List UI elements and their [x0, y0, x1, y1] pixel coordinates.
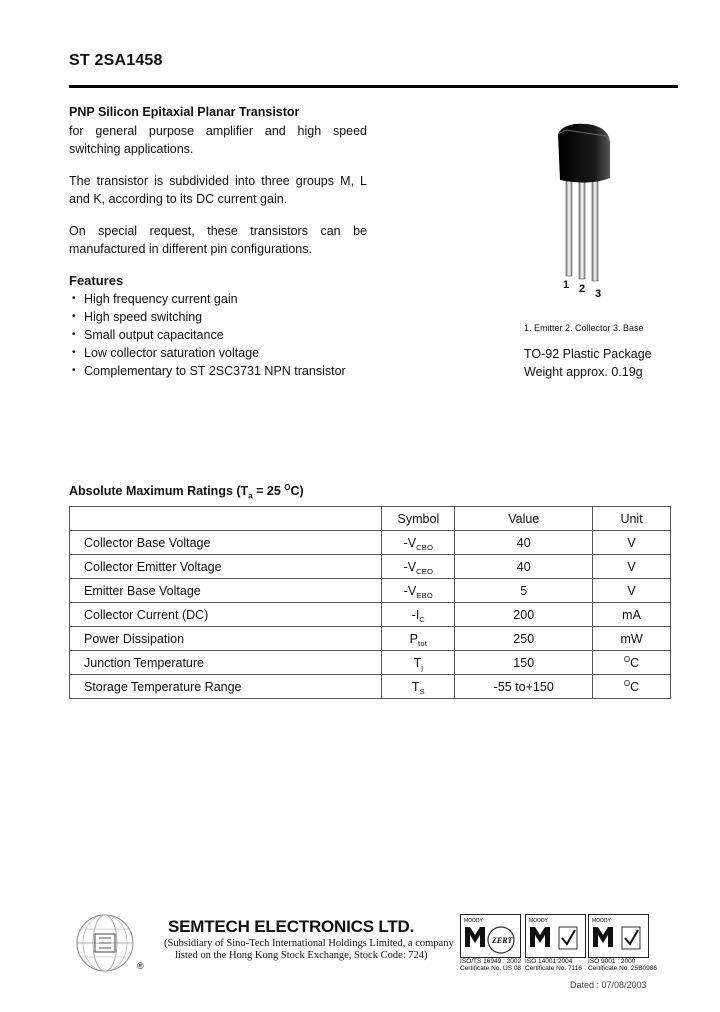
param-cell: Collector Emitter Voltage — [70, 555, 382, 579]
unit-text: mA — [622, 607, 641, 622]
unit-degree: O — [623, 678, 631, 688]
unit-text: V — [627, 583, 636, 598]
unit-text: C — [630, 655, 640, 670]
symbol-main: -V — [403, 583, 417, 598]
cert-number: Certificate No. US 08 — [460, 965, 522, 972]
unit-cell — [593, 531, 671, 555]
value-cell: -55 to+150 — [455, 675, 593, 699]
svg-text:ZERT: ZERT — [492, 936, 513, 945]
unit-cell — [593, 651, 671, 675]
package-weight: Weight approx. 0.19g — [524, 365, 643, 379]
symbol-main: T — [411, 679, 420, 694]
cert-number: Certificate No. 25B0986 — [588, 965, 658, 972]
ratings-table — [69, 506, 671, 699]
param-cell: Collector Base Voltage — [70, 531, 382, 555]
product-subtitle: PNP Silicon Epitaxial Planar Transistor — [69, 105, 300, 119]
value-cell: 5 — [455, 579, 593, 603]
symbol-cell — [382, 555, 455, 579]
pins-legend: 1. Emitter 2. Collector 3. Base — [524, 323, 644, 333]
pin-number-2: 2 — [579, 283, 586, 295]
unit-text: mW — [620, 631, 643, 646]
moody-cert-icon — [588, 914, 649, 958]
unit-text: V — [627, 535, 636, 550]
cert-caption: ISO/TS 16949 : 2002 — [460, 958, 522, 965]
feature-item: • High frequency current gain — [72, 290, 346, 308]
listing-note: listed on the Hong Kong Stock Exchange, Stock Code: 724) — [175, 950, 428, 961]
lead-3 — [592, 175, 598, 281]
table-row — [70, 651, 671, 675]
unit-cell — [593, 555, 671, 579]
header-symbol: Symbol — [382, 507, 455, 531]
svg-text:MOODY: MOODY — [529, 918, 548, 924]
header-value: Value — [455, 507, 593, 531]
symbol-subscript: C — [419, 614, 426, 624]
feature-item: • Small output capacitance — [72, 326, 346, 344]
symbol-subscript: tot — [417, 638, 428, 648]
symbol-main: P — [409, 631, 418, 646]
unit-cell — [593, 579, 671, 603]
package-name: TO-92 Plastic Package — [524, 347, 652, 361]
pin-number-1: 1 — [563, 279, 570, 291]
features-heading: Features — [69, 273, 124, 288]
registered-mark: ® — [137, 961, 144, 971]
header-parameter — [70, 507, 382, 531]
intro-paragraph-3: On special request, these transistors can be manufactured in different pin configurations. — [69, 224, 367, 256]
to92-package-icon — [530, 120, 620, 305]
value-cell: 40 — [455, 531, 593, 555]
ratings-title — [69, 483, 304, 501]
value-cell: 250 — [455, 627, 593, 651]
symbol-main: T — [413, 655, 422, 670]
value-cell: 200 — [455, 603, 593, 627]
table-header-row — [70, 507, 671, 531]
intro-paragraph-1: for general purpose amplifier and high speed switching applications. — [69, 124, 367, 156]
table-row — [70, 579, 671, 603]
table-row — [70, 675, 671, 699]
symbol-subscript: CEO — [416, 566, 434, 576]
ratings-title-sub: a — [248, 491, 253, 501]
pin-number-3: 3 — [595, 288, 602, 300]
svg-text:MOODY: MOODY — [592, 918, 611, 924]
cert-badge-ts16949 — [460, 914, 521, 972]
symbol-cell — [382, 579, 455, 603]
lead-1 — [566, 175, 572, 276]
cert-badge-iso9001 — [588, 914, 658, 972]
feature-item: • Complementary to ST 2SC3731 NPN transistor — [72, 362, 346, 380]
cert-badge-iso14001 — [525, 914, 586, 972]
value-cell: 40 — [455, 555, 593, 579]
symbol-main: -V — [403, 535, 417, 550]
ratings-title-unit: C) — [290, 484, 304, 499]
svg-text:MOODY: MOODY — [464, 918, 483, 924]
symbol-cell — [382, 627, 455, 651]
param-cell: Emitter Base Voltage — [70, 579, 382, 603]
unit-text: V — [627, 559, 636, 574]
symbol-subscript: EBO — [416, 590, 434, 600]
moody-cert-icon — [460, 914, 521, 958]
param-cell: Junction Temperature — [70, 651, 382, 675]
unit-text: C — [630, 679, 640, 694]
dated-stamp: Dated : 07/08/2003 — [570, 980, 647, 990]
feature-item: • High speed switching — [72, 308, 346, 326]
value-cell: 150 — [455, 651, 593, 675]
symbol-subscript: j — [421, 662, 424, 672]
param-cell: Storage Temperature Range — [70, 675, 382, 699]
table-row — [70, 531, 671, 555]
symbol-subscript: CBO — [416, 542, 434, 552]
ratings-title-mid: = 25 — [252, 484, 285, 499]
title-rule — [69, 85, 678, 88]
symbol-main: -I — [411, 607, 420, 622]
table-row — [70, 627, 671, 651]
symbol-main: -V — [403, 559, 417, 574]
cert-number: Certificate No. 7116 — [525, 965, 582, 972]
company-name: SEMTECH ELECTRONICS LTD. — [168, 917, 415, 936]
features-list — [72, 290, 346, 380]
cert-caption: ISO 9001 : 2000 — [588, 958, 636, 965]
intro-paragraph-2: The transistor is subdivided into three groups M, L and K, according to its DC current gain. — [69, 174, 367, 206]
table-row — [70, 603, 671, 627]
moody-cert-icon — [525, 914, 586, 958]
symbol-cell — [382, 675, 455, 699]
unit-cell — [593, 627, 671, 651]
semtech-globe-logo — [74, 912, 136, 974]
table-row — [70, 555, 671, 579]
feature-item: • Low collector saturation voltage — [72, 344, 346, 362]
symbol-cell — [382, 531, 455, 555]
page-title: ST 2SA1458 — [69, 52, 163, 69]
unit-degree: O — [623, 654, 631, 664]
unit-cell — [593, 675, 671, 699]
subsidiary-note: (Subsidiary of Sino-Tech International Holdings Limited, a company — [164, 938, 454, 949]
cert-caption: ISO 14001:2004 — [525, 958, 573, 965]
ratings-title-text: Absolute Maximum Ratings (T — [69, 484, 249, 499]
header-unit: Unit — [593, 507, 671, 531]
unit-cell — [593, 603, 671, 627]
symbol-subscript: S — [419, 686, 425, 696]
lead-2 — [579, 175, 585, 279]
symbol-cell — [382, 651, 455, 675]
param-cell: Power Dissipation — [70, 627, 382, 651]
symbol-cell — [382, 603, 455, 627]
param-cell: Collector Current (DC) — [70, 603, 382, 627]
ratings-title-degree: O — [284, 483, 291, 492]
